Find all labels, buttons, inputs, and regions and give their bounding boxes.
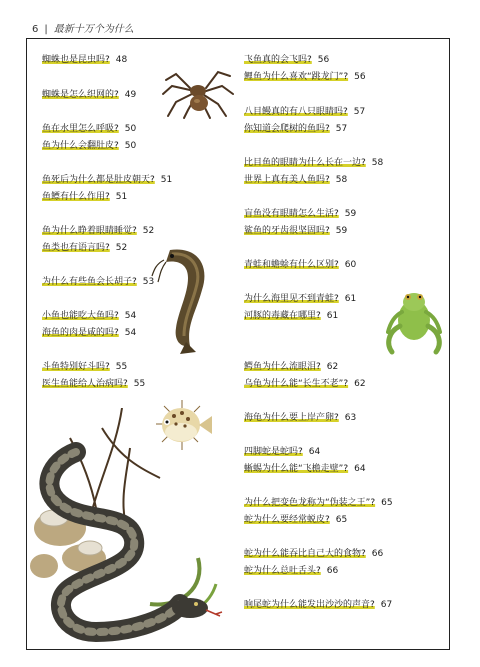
catfish-illustration	[150, 242, 220, 354]
toc-entry[interactable]: 蛇为什么能吞比自己大的食物? 66	[244, 549, 384, 559]
toc-entry[interactable]: 鲤鱼为什么喜欢“跳龙门”? 56	[244, 72, 366, 82]
toc-entry[interactable]: 鳄鱼为什么流眼泪? 62	[244, 362, 339, 372]
toc-entry[interactable]: 比目鱼的眼睛为什么长在一边? 58	[244, 158, 384, 168]
frog-illustration	[382, 286, 446, 356]
toc-entry[interactable]: 四脚蛇是蛇吗? 64	[244, 447, 321, 457]
book-title: 最新十万个为什么	[53, 24, 134, 35]
toc-entry[interactable]: 乌龟为什么能“长生不老”? 62	[244, 379, 366, 389]
page-number: 6	[32, 24, 39, 35]
toc-entry[interactable]: 为什么海里见不到青蛙? 61	[244, 294, 357, 304]
toc-entry[interactable]: 八目鳗真的有八只眼睛吗? 57	[244, 107, 366, 117]
toc-entry[interactable]: 为什么有些鱼会长胡子? 53	[42, 277, 155, 287]
toc-entry[interactable]: 小鱼也能吃大鱼吗? 54	[42, 311, 137, 321]
toc-entry[interactable]: 为什么把变色龙称为“伪装之王”? 65	[244, 498, 393, 508]
toc-entry[interactable]: 鱼为什么会翻肚皮? 50	[42, 141, 137, 151]
toc-entry[interactable]: 河豚的毒藏在哪里? 61	[244, 311, 339, 321]
spider-illustration	[160, 64, 236, 120]
toc-entry[interactable]: 蛇为什么总吐舌头? 66	[244, 566, 339, 576]
toc-entry[interactable]: 响尾蛇为什么能发出沙沙的声音? 67	[244, 600, 393, 610]
snake-illustration	[30, 408, 226, 646]
toc-entry[interactable]: 蜘蛛是怎么织网的? 49	[42, 90, 137, 100]
toc-entry[interactable]: 鱼为什么睁着眼睛睡觉? 52	[42, 226, 155, 236]
toc-entry[interactable]: 海鱼的肉是咸的吗? 54	[42, 328, 137, 338]
toc-entry[interactable]: 你知道会爬树的鱼吗? 57	[244, 124, 348, 134]
toc-entry[interactable]: 海龟为什么要上岸产卵? 63	[244, 413, 357, 423]
toc-entry[interactable]: 青蛙和蟾蜍有什么区别? 60	[244, 260, 357, 270]
page-header	[32, 20, 134, 35]
toc-entry[interactable]: 世界上真有美人鱼吗? 58	[244, 175, 348, 185]
toc-entry[interactable]: 鱼类也有语言吗? 52	[42, 243, 128, 253]
toc-entry[interactable]: 鱼在水里怎么呼吸? 50	[42, 124, 137, 134]
toc-entry[interactable]: 斗鱼特别好斗吗? 55	[42, 362, 128, 372]
toc-entry[interactable]: 蛇为什么要经常蜕皮? 65	[244, 515, 348, 525]
toc-entry[interactable]: 鱼鳔有什么作用? 51	[42, 192, 128, 202]
toc-entry[interactable]: 鲨鱼的牙齿很坚固吗? 59	[244, 226, 348, 236]
toc-entry[interactable]: 盲鱼没有眼睛怎么生活? 59	[244, 209, 357, 219]
toc-entry[interactable]: 蜥蜴为什么能“飞檐走壁”? 64	[244, 464, 366, 474]
toc-entry[interactable]: 医生鱼能给人治病吗? 55	[42, 379, 146, 389]
toc-entry[interactable]: 鱼死后为什么都是肚皮朝天? 51	[42, 175, 173, 185]
header-separator: |	[44, 24, 48, 35]
toc-entry[interactable]: 蜘蛛也是昆虫吗? 48	[42, 55, 128, 65]
toc-entry[interactable]: 飞鱼真的会飞吗? 56	[244, 55, 330, 65]
